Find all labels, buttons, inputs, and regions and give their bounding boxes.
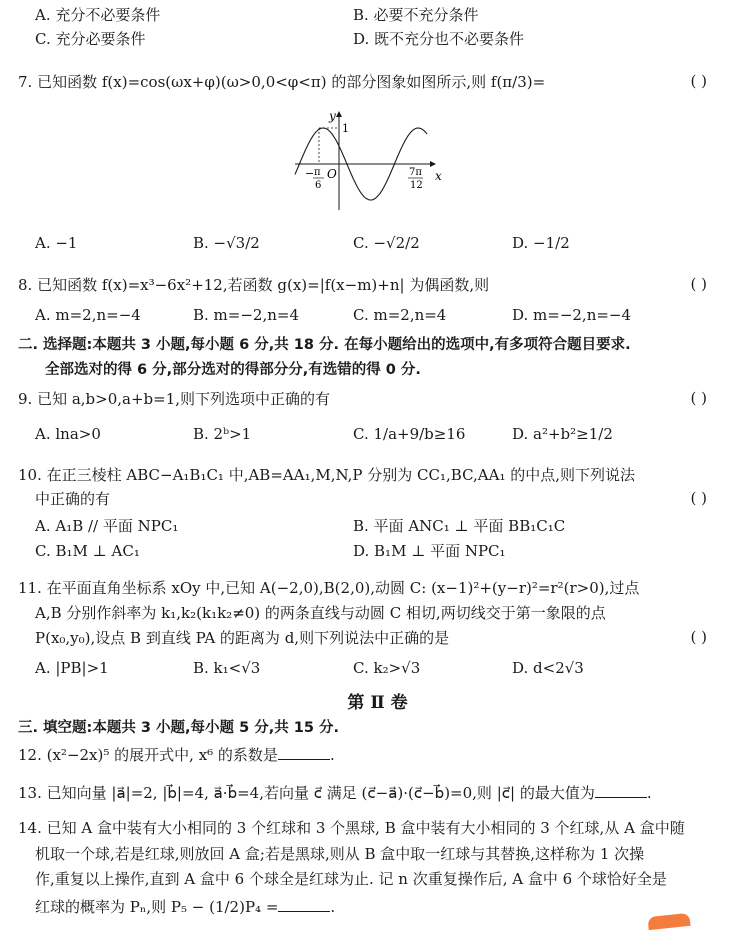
orange-corner-mark [647,913,690,930]
origin-label: O [327,167,337,181]
q7-stem: 7. 已知函数 f(x)=cos(ωx+φ)(ω>0,0<φ<π) 的部分图象如图所示,则 f(π/3)= [18,73,546,91]
q14-stem-line1: 14. 已知 A 盒中装有大小相同的 3 个红球和 3 个黑球, B 盒中装有大小相同的 3 个红球,从 A 盒中随 [18,819,685,837]
q13-answer-blank[interactable] [595,783,647,798]
q11-stem-line3: P(x₀,y₀),设点 B 到直线 PA 的距离为 d,则下列说法中正确的是 [35,629,450,647]
q7-option-b: B. −√3/2 [193,234,260,252]
left-tick-den: 6 [315,180,322,191]
q14-answer-blank[interactable] [278,897,330,912]
q6-option-d: D. 既不充分也不必要条件 [353,30,525,48]
q13-line [18,783,652,803]
y-axis-label: y [329,109,336,123]
section3-heading: 三. 填空题:本题共 3 小题,每小题 5 分,共 15 分. [18,720,340,736]
q11-option-d: D. d<2√3 [512,659,584,677]
q9-stem: 9. 已知 a,b>0,a+b=1,则下列选项中正确的有 [18,390,331,408]
q10-answer-paren: ( ) [690,489,707,507]
q8-option-d: D. m=−2,n=−4 [512,306,632,324]
q11-stem-line2: A,B 分别作斜率为 k₁,k₂(k₁k₂≠0) 的两条直线与动圆 C 相切,两切线交于第一象限的点 [35,604,606,622]
q12-stem: 12. (x²−2x)⁵ 的展开式中, x⁶ 的系数是 [18,746,278,764]
q10-option-b: B. 平面 ANC₁ ⊥ 平面 BB₁C₁C [353,517,566,535]
q6-option-a: A. 充分不必要条件 [35,6,161,24]
q8-option-a: A. m=2,n=−4 [35,306,141,324]
section2-heading: 二. 选择题:本题共 3 小题,每小题 6 分,共 18 分. 在每小题给出的选项中,有多项符合题目要求. [18,337,631,353]
q14-stem-line3: 作,重复以上操作,直到 A 盒中 6 个球全是红球为止. 记 n 次重复操作后, A 盒中 6 个球恰好全是 [35,870,667,888]
q7-option-d: D. −1/2 [512,234,570,252]
q12-answer-blank[interactable] [278,745,330,760]
q13-stem: 13. 已知向量 |a⃗|=2, |b⃗|=4, a⃗·b⃗=4,若向量 c⃗ 满足 (c⃗−a⃗)·(c⃗−b⃗)=0,则 |c⃗| 的最大值为 [18,784,595,802]
q10-stem-line2: 中正确的有 [35,490,111,508]
q11-stem-line1: 11. 在平面直角坐标系 xOy 中,已知 A(−2,0),B(2,0),动圆 C: (x−1)²+(y−r)²=r²(r>0),过点 [18,579,640,597]
one-label: 1 [342,122,349,135]
x-axis-label: x [435,169,442,183]
q11-option-a: A. |PB|>1 [35,659,109,677]
q11-answer-paren: ( ) [690,628,707,646]
q10-option-c: C. B₁M ⊥ AC₁ [35,542,140,560]
q9-option-a: A. lna>0 [35,425,101,443]
right-tick-num: 7π [409,167,422,178]
q14-stem-line2: 机取一个球,若是红球,则放回 A 盒;若是黑球,则从 B 盒中取一红球与其替换,这样称为 1 次操 [35,845,645,863]
q10-option-d: D. B₁M ⊥ 平面 NPC₁ [353,542,506,560]
left-tick-num: π [314,167,321,178]
q7-answer-paren: ( ) [690,72,707,90]
q9-option-b: B. 2ᵇ>1 [193,425,252,443]
q12-end: . [329,746,335,764]
section2-heading-cont: 全部选对的得 6 分,部分选对的得部分分,有选错的得 0 分. [45,362,421,378]
q11-option-b: B. k₁<√3 [193,659,261,677]
q13-end: . [646,784,652,802]
q14-end: . [330,898,336,916]
q8-option-b: B. m=−2,n=4 [193,306,300,324]
q7-option-a: A. −1 [35,234,78,252]
volume-2-title: 第 Ⅱ 卷 [347,693,408,713]
q14-stem-line4 [35,897,335,917]
q8-answer-paren: ( ) [690,275,707,293]
q9-option-d: D. a²+b²≥1/2 [512,425,613,443]
q6-option-c: C. 充分必要条件 [35,30,146,48]
q7-option-c: C. −√2/2 [353,234,420,252]
q9-option-c: C. 1/a+9/b≥16 [353,425,466,443]
right-tick-den: 12 [410,180,423,191]
q11-option-c: C. k₂>√3 [353,659,421,677]
q10-stem-line1: 10. 在正三棱柱 ABC−A₁B₁C₁ 中,AB=AA₁,M,N,P 分别为 CC₁,BC,AA₁ 的中点,则下列说法 [18,466,636,484]
q7-cosine-graph [287,106,447,214]
q9-answer-paren: ( ) [690,389,707,407]
q6-option-b: B. 必要不充分条件 [353,6,479,24]
left-minus: − [305,167,315,180]
q10-option-a: A. A₁B // 平面 NPC₁ [35,517,179,535]
q12-line [18,745,335,765]
q8-option-c: C. m=2,n=4 [353,306,447,324]
q14-stem: 红球的概率为 Pₙ,则 P₅ − (1/2)P₄ = [35,898,279,916]
q8-stem: 8. 已知函数 f(x)=x³−6x²+12,若函数 g(x)=|f(x−m)+n| 为偶函数,则 [18,276,490,294]
